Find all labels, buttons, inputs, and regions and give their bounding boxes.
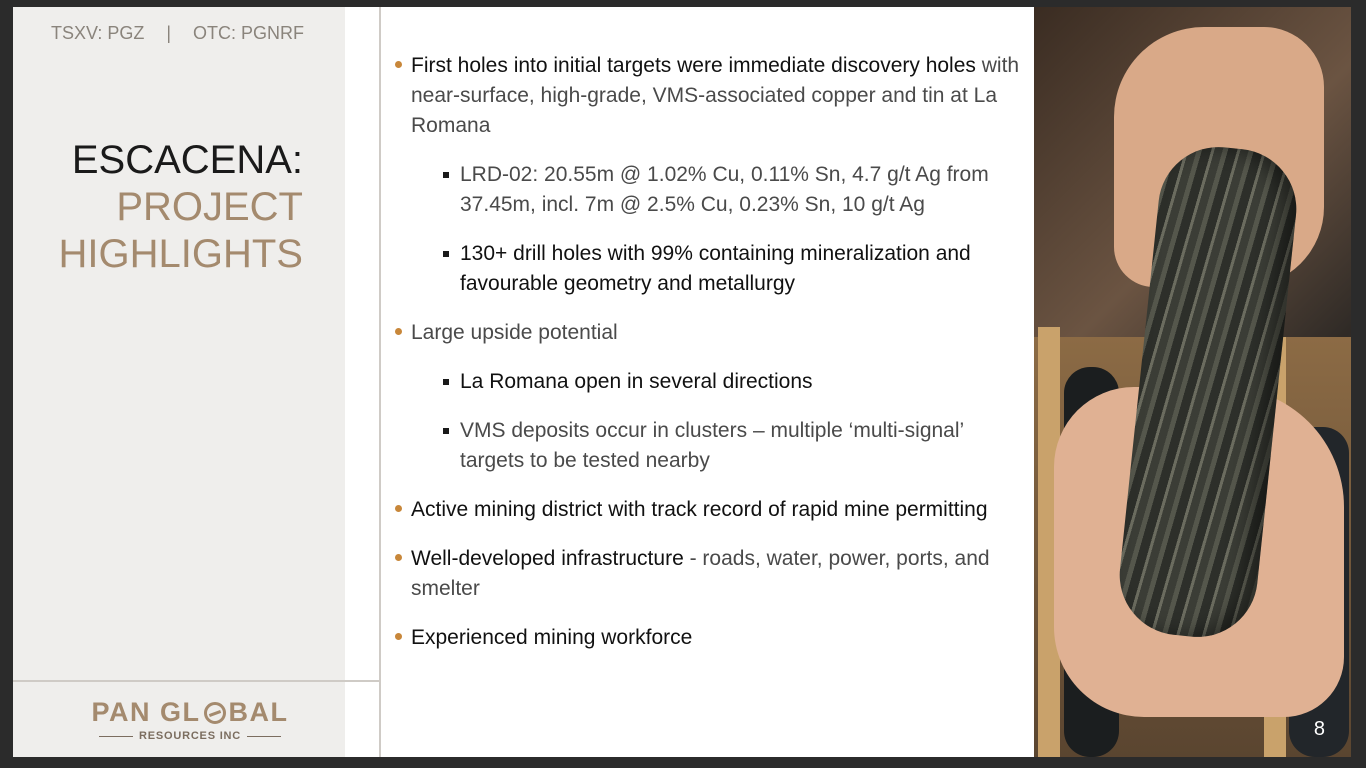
bullet-discovery-rest: with near-surface, high-grade, VMS-associated copper and tin at La Romana — [411, 54, 1020, 137]
bullet-infrastructure — [394, 544, 1024, 604]
page-number: 8 — [1313, 718, 1325, 740]
title-line-2: PROJECT — [116, 185, 303, 229]
vertical-divider — [379, 7, 381, 757]
logo-dash-left — [99, 736, 133, 737]
globe-icon — [204, 702, 226, 724]
sub-bullet-lrd02: LRD-02: 20.55m @ 1.02% Cu, 0.11% Sn, 4.7 g/t Ag from 37.45m, incl. 7m @ 2.5% Cu, 0.23% Sn, 10 g/t Ag — [394, 160, 1024, 220]
left-panel — [13, 7, 345, 757]
ticker-line — [51, 23, 304, 44]
drill-core-photo — [1034, 7, 1351, 757]
company-logo — [87, 697, 293, 742]
page-title — [59, 137, 303, 278]
slide — [13, 7, 1351, 757]
ticker-separator: | — [166, 23, 172, 43]
logo-word-2: BAL — [228, 697, 289, 727]
bullet-upside: Large upside potential — [394, 318, 1024, 348]
horizontal-divider — [13, 680, 380, 682]
bullet-discovery-bold: First holes into initial targets were immediate discovery holes — [411, 54, 976, 77]
ticker-tsxv: TSXV: PGZ — [51, 23, 145, 43]
logo-word-1: PAN GL — [91, 697, 201, 727]
logo-tagline: RESOURCES INC — [138, 730, 242, 742]
highlights-list — [394, 51, 1024, 672]
sub-bullet-vms-clusters: VMS deposits occur in clusters – multiple ‘multi-signal’ targets to be tested nearby — [394, 416, 1024, 476]
title-line-1: ESCACENA: — [71, 138, 303, 182]
bullet-workforce: Experienced mining workforce — [394, 623, 1024, 653]
ticker-otc: OTC: PGNRF — [193, 23, 305, 43]
bullet-mining-district: Active mining district with track record of rapid mine permitting — [394, 495, 1024, 525]
bullet-infrastructure-rest: - roads, water, power, ports, and smelter — [411, 547, 990, 600]
sub-bullet-la-romana: La Romana open in several directions — [394, 367, 1024, 397]
bullet-discovery — [394, 51, 1024, 141]
logo-dash-right — [247, 736, 281, 737]
title-line-3: HIGHLIGHTS — [58, 232, 303, 276]
bullet-infrastructure-bold: Well-developed infrastructure — [411, 547, 684, 570]
sub-bullet-drill-holes: 130+ drill holes with 99% containing mineralization and favourable geometry and metallurgy — [394, 239, 1024, 299]
